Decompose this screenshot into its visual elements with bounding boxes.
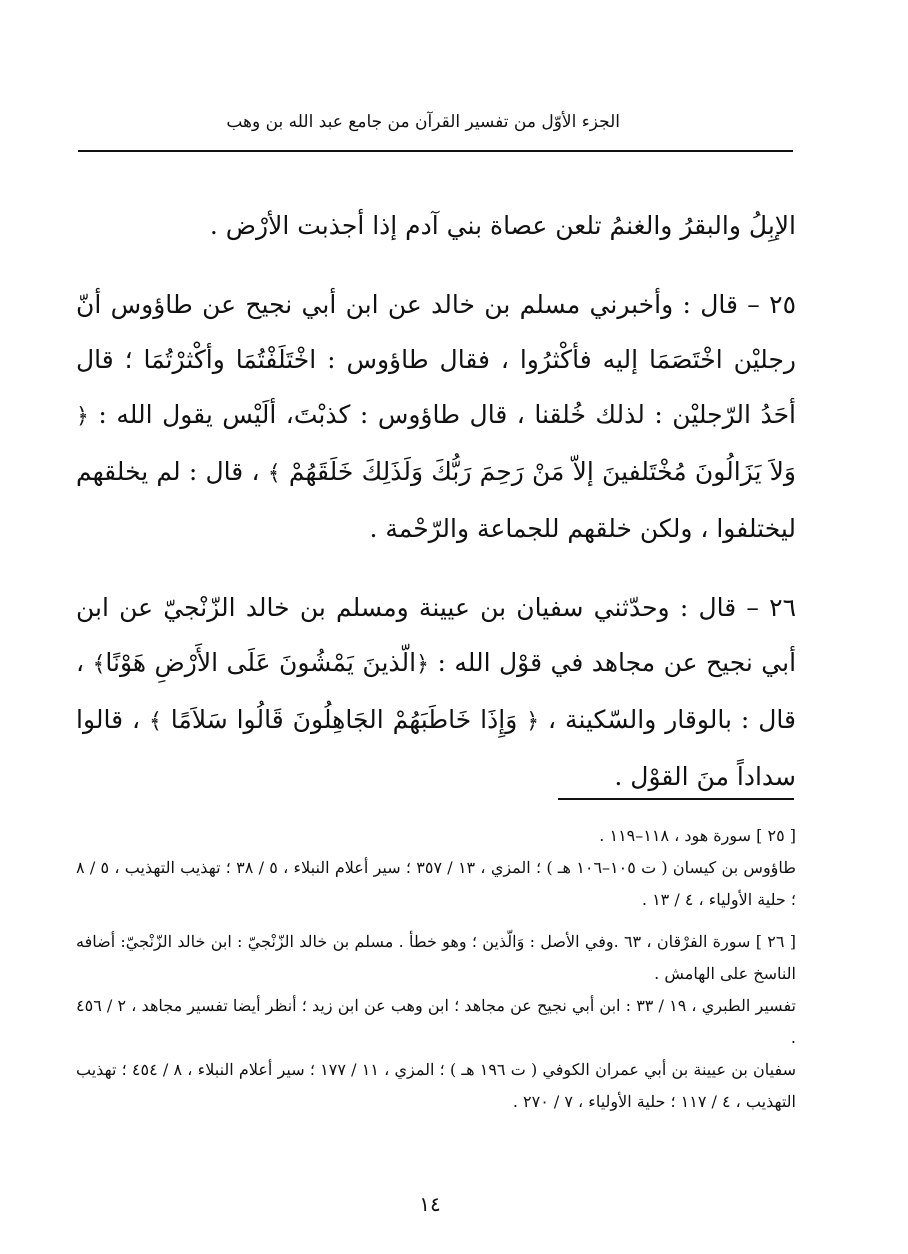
quran-open-ornament: ﴿ bbox=[416, 652, 429, 677]
quran-close-ornament: ﴾ bbox=[92, 652, 106, 677]
footnote: سفيان بن عيينة بن أبي عمران الكوفي ( ت ١٩٦ هـ ) ؛ المزي ، ١١ / ١٧٧ ؛ سير أعلام النبلاء ، ٨ / ٤٥٤ ؛ تهذيب التهذيب ، ٤ / ١١٧ ؛ حلية الأولياء ، ٧ / ٢٧٠ . bbox=[76, 1060, 796, 1111]
footnote: طاؤوس بن كيسان ( ت ١٠٥–١٠٦ هـ ) ؛ المزي ، ١٣ / ٣٥٧ ؛ سير أعلام النبلاء ، ٥ / ٣٨ ؛ تهذيب التهذيب ، ٥ / ٨ ؛ حلية الأولياء ، ٤ / ١٣ . bbox=[76, 858, 797, 909]
footnote: [ ٢٦ ] سورة الفرْقان ، ٦٣ .وفي الأصل : وَالّذين ؛ وهو خطأ . مسلم بن خالد الزّنْجيّ : ابن خالد الزّنْجيّ: أضافه الناسخ على الهامش . bbox=[76, 932, 797, 983]
paragraph-text: ، قال : لم يخلقهم ليختلفوا ، ولكن خلقهم للجماعة والرّحْمة . bbox=[76, 457, 796, 543]
quran-verse: الّذينَ يَمْشُونَ عَلَى الأَرْضِ هَوْنًا bbox=[105, 648, 417, 677]
running-header: الجزء الأوّل من تفسير القرآن من جامع عبد الله بن وهب bbox=[226, 112, 620, 132]
quran-close-ornament: ﴾ bbox=[148, 709, 162, 734]
quran-verse: وَلاَ يَزَالُونَ مُخْتَلفينَ إلاّ مَنْ رَحِمَ رَبُّكَ وَلَذَلِكَ خَلَقَهُمْ bbox=[280, 457, 796, 486]
footnote-rule bbox=[558, 798, 794, 800]
paragraph-text: – قال : وأخبرني مسلم بن خالد عن ابن أبي نجيح عن طاؤوس أنّ رجليْن اخْتَصَمَا إليه فأكْثرُوا ، فقال طاؤوس : اخْتَلَفْتُمَا وأكْثرْتُمَا ؛ قال أحَدُ الرّجليْن : لذلك خُلقنا ، قال طاؤوس : كذبْتَ، ألَيْس يقول الله : bbox=[76, 290, 796, 429]
paragraph-number: ٢٦ bbox=[769, 593, 796, 622]
quran-open-ornament: ﴿ bbox=[76, 404, 89, 429]
paragraph-number: ٢٥ bbox=[769, 290, 796, 319]
paragraph-26 bbox=[76, 580, 796, 804]
paragraph-text: ، قالوا سداداً منَ القوْل . bbox=[76, 705, 796, 791]
page-number: ١٤ bbox=[419, 1192, 441, 1216]
quran-close-ornament: ﴾ bbox=[267, 461, 281, 486]
footnote: تفسير الطبري ، ١٩ / ٣٣ : ابن أبي نجيح عن مجاهد ؛ ابن وهب عن ابن زيد ؛ أنظر أيضا تفسير مجاهد ، ٢ / ٤٥٦ . bbox=[76, 996, 797, 1047]
main-text bbox=[76, 198, 796, 804]
intro-paragraph: الإبِلُ والبقرُ والغنمُ تلعن عصاة بني آدم إذا أجذبت الأرْض . bbox=[209, 211, 796, 240]
footnotes bbox=[76, 820, 796, 1118]
header-rule bbox=[78, 150, 793, 152]
footnote: [ ٢٥ ] سورة هود ، ١١٨–١١٩ . bbox=[599, 826, 796, 845]
paragraph-25 bbox=[76, 277, 796, 556]
paragraph-text: – قال : وحدّثني سفيان بن عيينة ومسلم بن خالد الزّنْجيّ عن ابن أبي نجيح عن مجاهد في قوْل الله : bbox=[76, 593, 797, 677]
quran-verse: وَإِذَا خَاطَبَهُمْ الجَاهِلُونَ قَالُوا سَلاَمًا bbox=[161, 705, 527, 734]
paragraph-text: ، قال : بالوقار والسّكينة ، bbox=[76, 648, 796, 734]
quran-open-ornament: ﴿ bbox=[526, 709, 540, 734]
